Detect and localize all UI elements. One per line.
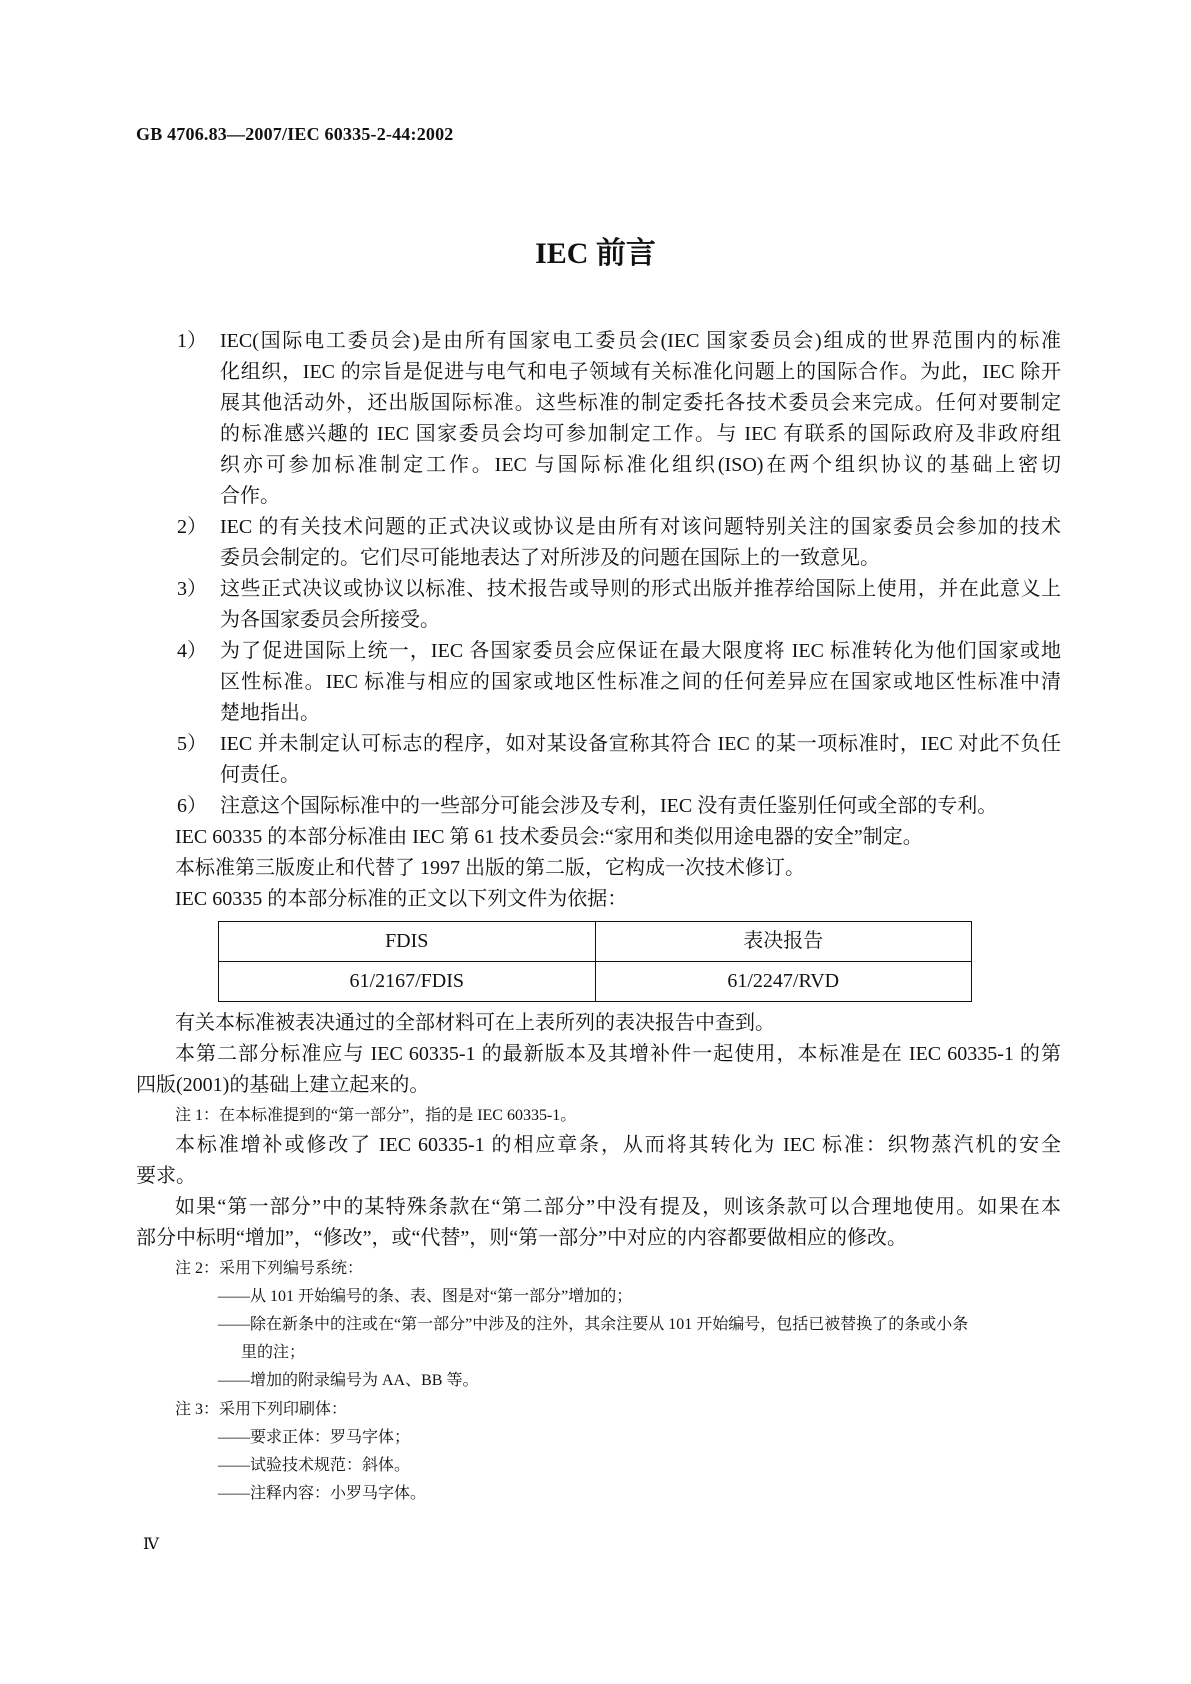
document-table	[218, 921, 972, 1002]
note-3-label: 注 3：采用下列印刷体：	[175, 1401, 348, 1418]
list-item-line: 注意这个国际标准中的一些部分可能会涉及专利，IEC 没有责任鉴别任何或全部的专利。	[220, 795, 998, 817]
note-2-item: ——除在新条中的注或在“第一部分”中涉及的注外，其余注要从 101 开始编号，包括已被替换了的条或小条	[218, 1316, 969, 1333]
list-item	[136, 326, 1061, 512]
table-cell: 61/2247/RVD	[595, 962, 972, 1002]
list-item-line: IEC(国际电工委员会)是由所有国家电工委员会(IEC 国家委员会)组成的世界范围内的标准	[220, 330, 1061, 352]
list-item-line: 织亦可参加标准制定工作。IEC 与国际标准化组织(ISO)在两个组织协议的基础上密切	[220, 454, 1061, 476]
note-3-item: ——注释内容：小罗马字体。	[218, 1485, 427, 1502]
list-item	[136, 636, 1061, 729]
list-item-line: IEC 的有关技术问题的正式决议或协议是由所有对该问题特别关注的国家委员会参加的技术	[220, 516, 1061, 538]
paragraph: 本标准第三版废止和代替了 1997 出版的第二版，它构成一次技术修订。	[175, 857, 805, 879]
list-item-line: 委员会制定的。它们尽可能地表达了对所涉及的问题在国际上的一致意见。	[220, 547, 880, 569]
list-item-line: IEC 并未制定认可标志的程序，如对某设备宣称其符合 IEC 的某一项标准时，IEC 对此不负任	[220, 733, 1061, 755]
list-item-line: 展其他活动外，还出版国际标准。这些标准的制定委托各技术委员会来完成。任何对要制定	[220, 392, 1061, 414]
note-2-item: ——增加的附录编号为 AA、BB 等。	[218, 1372, 479, 1389]
page-number: Ⅳ	[143, 1536, 159, 1553]
list-item-line: 合作。	[220, 485, 280, 507]
list-item	[136, 791, 1061, 822]
note-2-item-continuation	[136, 1339, 1061, 1367]
paragraph-line: 如果“第一部分”中的某特殊条款在“第二部分”中没有提及，则该条款可以合理地使用。如果在本	[175, 1196, 1061, 1218]
table-cell: 61/2167/FDIS	[219, 962, 596, 1002]
paragraph-line: 四版(2001)的基础上建立起来的。	[136, 1074, 430, 1096]
paragraph-line: 本第二部分标准应与 IEC 60335-1 的最新版本及其增补件一起使用，本标准是在 IEC 60335-1 的第	[175, 1043, 1061, 1065]
paragraph: 有关本标准被表决通过的全部材料可在上表所列的表决报告中查到。	[175, 1012, 775, 1034]
list-item-line: 何责任。	[220, 764, 300, 786]
note-2-item: ——从 101 开始编号的条、表、图是对“第一部分”增加的；	[218, 1288, 633, 1305]
list-item-line: 区性标准。IEC 标准与相应的国家或地区性标准之间的任何差异应在国家或地区性标准中清	[220, 671, 1061, 693]
list-item-line: 化组织，IEC 的宗旨是促进与电气和电子领域有关标准化问题上的国际合作。为此，IEC 除开	[220, 361, 1061, 383]
table-header-row	[219, 922, 972, 962]
list-item-number: 6）	[177, 795, 207, 817]
page-title: IEC 前言	[535, 237, 656, 270]
paragraph: IEC 60335 的本部分标准由 IEC 第 61 技术委员会:“家用和类似用途电器的安全”制定。	[175, 826, 923, 848]
list-item	[136, 729, 1061, 791]
list-item-line: 的标准感兴趣的 IEC 国家委员会均可参加制定工作。与 IEC 有联系的国际政府及非政府组	[220, 423, 1061, 445]
list-item-number: 2）	[177, 516, 207, 538]
document-header: GB 4706.83—2007/IEC 60335-2-44:2002	[136, 124, 454, 144]
document-body	[136, 326, 1061, 1508]
note-2-label: 注 2：采用下列编号系统：	[175, 1260, 364, 1277]
paragraph-line: 要求。	[136, 1165, 196, 1187]
list-item-line: 这些正式决议或协议以标准、技术报告或导则的形式出版并推荐给国际上使用，并在此意义上	[220, 578, 1061, 600]
note-2-continuation-text: 里的注；	[241, 1344, 306, 1361]
paragraph: IEC 60335 的本部分标准的正文以下列文件为依据：	[175, 888, 628, 910]
list-item-number: 4）	[177, 640, 207, 662]
list-item-line: 为了促进国际上统一，IEC 各国家委员会应保证在最大限度将 IEC 标准转化为他们国家或地	[220, 640, 1061, 662]
table-header: FDIS	[219, 922, 596, 962]
list-item-line: 楚地指出。	[220, 702, 320, 724]
list-item-number: 1）	[177, 330, 207, 352]
paragraph-line: 本标准增补或修改了 IEC 60335-1 的相应章条，从而将其转化为 IEC 标准：织物蒸汽机的安全	[175, 1134, 1061, 1156]
list-item	[136, 512, 1061, 574]
list-item-line: 为各国家委员会所接受。	[220, 609, 440, 631]
numbered-list	[136, 326, 1061, 822]
table-header: 表决报告	[595, 922, 972, 962]
note-1: 注 1：在本标准提到的“第一部分”，指的是 IEC 60335-1。	[175, 1107, 577, 1124]
note-3-item: ——试验技术规范：斜体。	[218, 1457, 411, 1474]
list-item	[136, 574, 1061, 636]
list-item-number: 5）	[177, 733, 207, 755]
paragraph-line: 部分中标明“增加”，“修改”，或“代替”，则“第一部分”中对应的内容都要做相应的修改。	[136, 1227, 908, 1249]
note-3-item: ——要求正体：罗马字体；	[218, 1429, 411, 1446]
list-item-number: 3）	[177, 578, 207, 600]
table-row	[219, 962, 972, 1002]
